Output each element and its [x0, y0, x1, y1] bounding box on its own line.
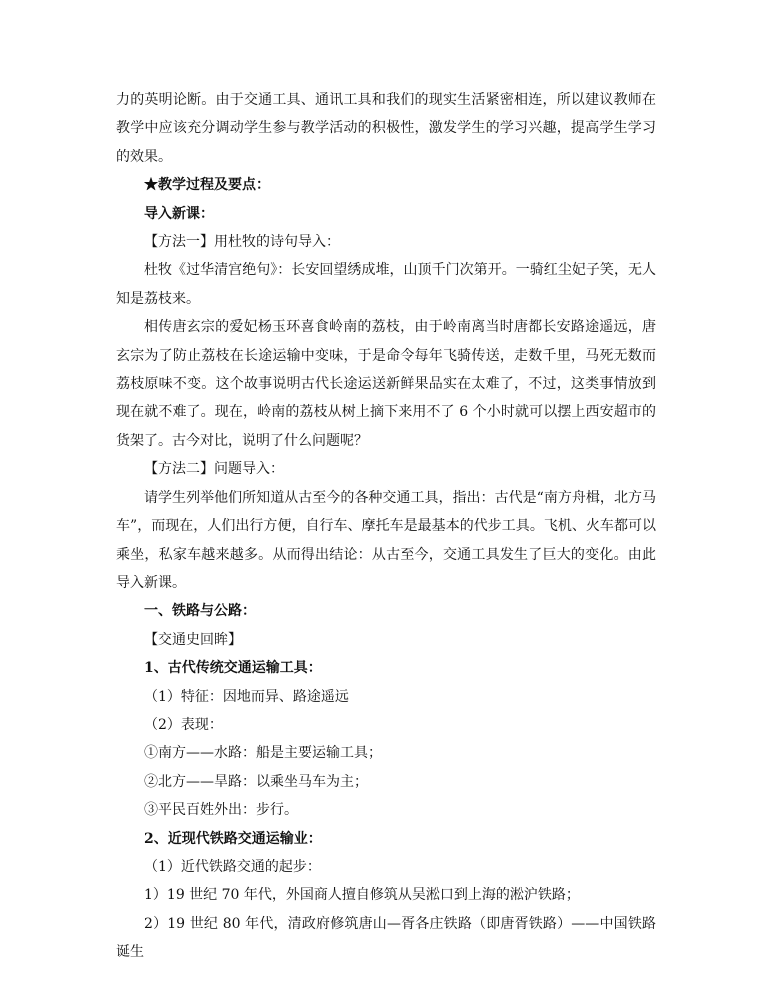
question-intro-paragraph: 请学生列举他们所知道从古至今的各种交通工具，指出：古代是“南方舟楫，北方马车”，而现在，人们出行方便，自行车、摩托车是最基本的代步工具。飞机、火车都可以乘坐，私家车越来越多。从而得出结论：从古至今，交通工具发生了巨大的变化。由此导入新课。: [116, 489, 656, 591]
transport-history-label: 【交通史回眸】: [144, 631, 242, 648]
paragraph-intro-continuation: 力的英明论断。由于交通工具、通讯工具和我们的现实生活紧密相连，所以建议教师在教学中应该充分调动学生参与教学活动的积极性，激发学生的学习兴趣，提高学生学习的效果。: [116, 92, 656, 165]
poem-quote: 杜牧《过华清宫绝句》：长安回望绣成堆，山顶千门次第开。一骑红尘妃子笑，无人知是荔枝来。: [116, 262, 656, 307]
subheading-ancient-transport: 1、古代传统交通运输工具：: [144, 660, 322, 677]
subheading-modern-railway: 2、近现代铁路交通运输业：: [144, 830, 322, 847]
heading-new-lesson-intro: 导入新课：: [144, 205, 214, 222]
heading-teaching-process: ★教学过程及要点：: [144, 177, 270, 194]
list-item-1880s: 2）19 世纪 80 年代，清政府修筑唐山—胥各庄铁路（即唐胥铁路）——中国铁路诞生: [116, 915, 656, 961]
list-item-1870s: 1）19 世纪 70 年代，外国商人擅自修筑从吴淞口到上海的淞沪铁路；: [144, 887, 580, 904]
list-item-feature: （1）特征：因地而异、路途遥远: [144, 688, 349, 705]
method-two-label: 【方法二】问题导入：: [144, 461, 284, 478]
section-heading-railway-road: 一、铁路与公路：: [144, 603, 256, 620]
list-item-south: ①南方——水路：船是主要运输工具；: [144, 745, 382, 762]
document-body: [116, 86, 656, 967]
list-item-manifestation: （2）表现：: [144, 716, 223, 733]
list-item-railway-start: （1）近代铁路交通的起步：: [144, 858, 321, 875]
lychee-story-paragraph: 相传唐玄宗的爱妃杨玉环喜食岭南的荔枝，由于岭南离当时唐都长安路途遥远，唐玄宗为了防止荔枝在长途运输中变味，于是命令每年飞骑传送，走数千里，马死无数而荔枝原味不变。这个故事说明古代长途运送新鲜果品实在太难了，不过，这类事情放到现在就不难了。现在，岭南的荔枝从树上摘下来用不了 6 个小时就可以摆上西安超市的货架了。古今对比，说明了什么问题呢？: [116, 319, 656, 449]
list-item-north: ②北方——旱路：以乘坐马车为主；: [144, 773, 368, 790]
list-item-commoners: ③平民百姓外出：步行。: [144, 802, 298, 819]
method-one-label: 【方法一】用杜牧的诗句导入：: [144, 234, 340, 251]
